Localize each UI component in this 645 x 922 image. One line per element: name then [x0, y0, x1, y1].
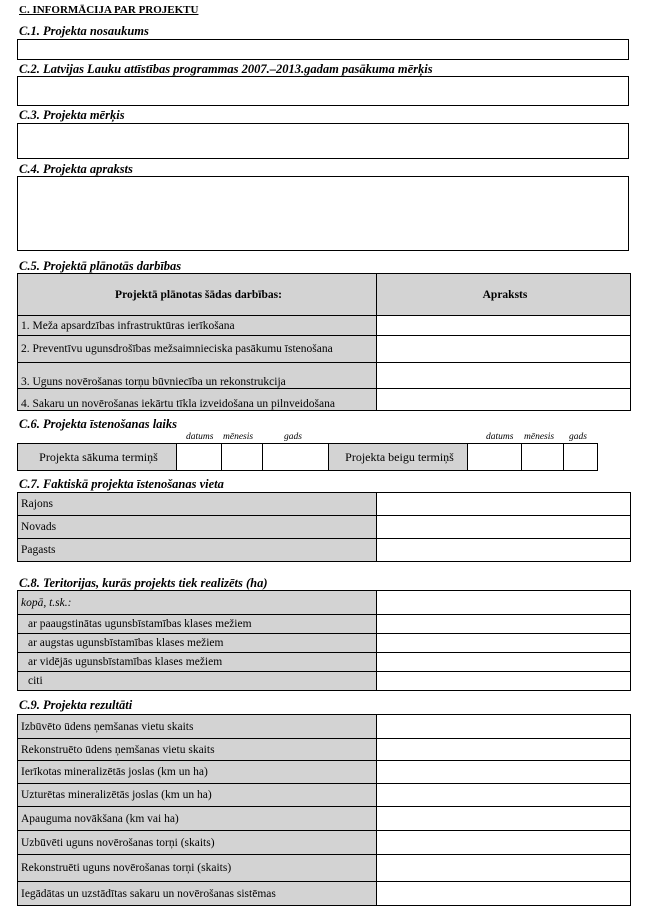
- c5-description-cell[interactable]: [377, 363, 631, 389]
- table-row: [18, 634, 631, 653]
- c7-row-label: Pagasts: [18, 539, 377, 562]
- c2-measure-goal-field[interactable]: [17, 76, 629, 106]
- table-row: [18, 831, 631, 855]
- c9-row-label: Izbūvēto ūdens ņemšanas vietu skaits: [18, 715, 377, 739]
- table-row: [18, 761, 631, 784]
- table-row: [18, 389, 631, 411]
- c6-end-year-field[interactable]: [564, 444, 598, 471]
- c6-timeline-table: [17, 443, 598, 471]
- c5-description-cell[interactable]: [377, 316, 631, 336]
- c6-end-month-label: mēnesis: [524, 432, 555, 442]
- c7-value-cell[interactable]: [377, 493, 631, 516]
- c6-end-year-label: gads: [569, 432, 587, 442]
- c7-value-cell[interactable]: [377, 516, 631, 539]
- table-row: [18, 807, 631, 831]
- c9-row-label: Iegādātas un uzstādītas sakaru un novērošanas sistēmas: [18, 882, 377, 906]
- section-title: C. INFORMĀCIJA PAR PROJEKTU: [19, 4, 199, 16]
- c8-row-label: citi: [18, 672, 377, 691]
- c7-row-label: Rajons: [18, 493, 377, 516]
- c6-start-day-field[interactable]: [177, 444, 222, 471]
- table-row: [18, 739, 631, 761]
- table-row: [18, 539, 631, 562]
- c1-heading: C.1. Projekta nosaukums: [19, 24, 149, 38]
- c8-territory-table: [17, 590, 631, 691]
- table-row: [18, 784, 631, 807]
- c9-value-cell[interactable]: [377, 784, 631, 807]
- c4-heading: C.4. Projekta apraksts: [19, 162, 133, 176]
- c6-end-label: Projekta beigu termiņš: [329, 444, 468, 471]
- c4-project-description-field[interactable]: [17, 176, 629, 251]
- c9-value-cell[interactable]: [377, 807, 631, 831]
- c5-row-label: 2. Preventīvu ugunsdrošības mežsaimnieciska pasākumu īstenošana: [18, 336, 377, 363]
- table-row: [18, 882, 631, 906]
- table-row: [18, 715, 631, 739]
- c5-col-activities: Projektā plānotas šādas darbības:: [18, 274, 377, 316]
- table-row: [18, 672, 631, 691]
- c5-col-description: Apraksts: [377, 274, 631, 316]
- c3-heading: C.3. Projekta mērķis: [19, 108, 125, 122]
- c6-start-year-field[interactable]: [263, 444, 329, 471]
- c5-row-label: 1. Meža apsardzības infrastruktūras ierīkošana: [18, 316, 377, 336]
- c9-value-cell[interactable]: [377, 761, 631, 784]
- table-row: [18, 591, 631, 615]
- c9-row-label: Apauguma novākšana (km vai ha): [18, 807, 377, 831]
- c6-start-month-field[interactable]: [222, 444, 263, 471]
- table-row: [18, 653, 631, 672]
- table-row: [18, 363, 631, 389]
- c8-row-label: ar augstas ugunsbīstamības klases mežiem: [18, 634, 377, 653]
- table-row: [18, 516, 631, 539]
- c3-project-goal-field[interactable]: [17, 123, 629, 159]
- c5-activities-table: [17, 273, 631, 411]
- c2-heading: C.2. Latvijas Lauku attīstības programmas 2007.–2013.gadam pasākuma mērķis: [19, 62, 433, 76]
- c6-end-day-field[interactable]: [468, 444, 522, 471]
- c7-row-label: Novads: [18, 516, 377, 539]
- c8-value-cell[interactable]: [377, 591, 631, 615]
- c9-row-label: Rekonstruēti uguns novērošanas torņi (skaits): [18, 855, 377, 882]
- c9-value-cell[interactable]: [377, 882, 631, 906]
- c6-start-label: Projekta sākuma termiņš: [18, 444, 177, 471]
- c6-start-year-label: gads: [284, 432, 302, 442]
- c5-row-label: 3. Uguns novērošanas torņu būvniecība un rekonstrukcija: [18, 363, 377, 389]
- c9-value-cell[interactable]: [377, 739, 631, 761]
- c1-project-name-field[interactable]: [17, 39, 629, 60]
- c8-row-label: ar paaugstinātas ugunsbīstamības klases mežiem: [18, 615, 377, 634]
- c7-value-cell[interactable]: [377, 539, 631, 562]
- c9-value-cell[interactable]: [377, 855, 631, 882]
- table-row: [18, 316, 631, 336]
- c6-heading: C.6. Projekta īstenošanas laiks: [19, 417, 178, 431]
- table-row: [18, 336, 631, 363]
- c9-value-cell[interactable]: [377, 831, 631, 855]
- c9-row-label: Rekonstruēto ūdens ņemšanas vietu skaits: [18, 739, 377, 761]
- table-row: [18, 493, 631, 516]
- c7-location-table: [17, 492, 631, 562]
- c8-value-cell[interactable]: [377, 653, 631, 672]
- c6-start-month-label: mēnesis: [223, 432, 254, 442]
- c5-description-cell[interactable]: [377, 336, 631, 363]
- c6-end-month-field[interactable]: [522, 444, 564, 471]
- c9-row-label: Uzturētas mineralizētās joslas (km un ha): [18, 784, 377, 807]
- c9-row-label: Ierīkotas mineralizētās joslas (km un ha): [18, 761, 377, 784]
- c5-description-cell[interactable]: [377, 389, 631, 411]
- table-row: [18, 855, 631, 882]
- c8-value-cell[interactable]: [377, 634, 631, 653]
- c8-total-label: kopā, t.sk.:: [18, 591, 377, 615]
- c8-value-cell[interactable]: [377, 615, 631, 634]
- c8-heading: C.8. Teritorijas, kurās projekts tiek realizēts (ha): [19, 576, 268, 590]
- c8-value-cell[interactable]: [377, 672, 631, 691]
- c5-heading: C.5. Projektā plānotās darbības: [19, 259, 182, 273]
- c5-row-label: 4. Sakaru un novērošanas iekārtu tīkla izveidošana un pilnveidošana: [18, 389, 377, 411]
- c9-heading: C.9. Projekta rezultāti: [19, 698, 133, 712]
- c6-end-date-label: datums: [486, 432, 514, 442]
- c9-results-table: [17, 714, 631, 906]
- c6-start-date-label: datums: [186, 432, 214, 442]
- table-row: [18, 615, 631, 634]
- c8-row-label: ar vidējās ugunsbīstamības klases mežiem: [18, 653, 377, 672]
- c9-value-cell[interactable]: [377, 715, 631, 739]
- c9-row-label: Uzbūvēti uguns novērošanas torņi (skaits): [18, 831, 377, 855]
- c7-heading: C.7. Faktiskā projekta īstenošanas vieta: [19, 477, 224, 491]
